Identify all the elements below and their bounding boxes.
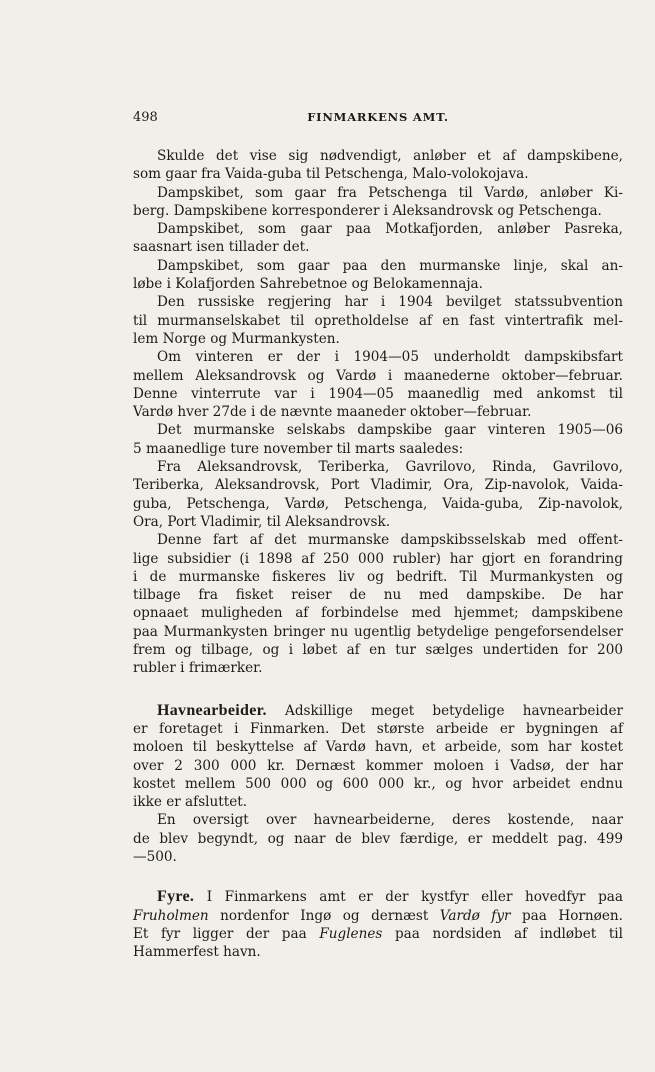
paragraph-vinterrute — [133, 348, 623, 421]
section-fyre — [133, 888, 623, 961]
text-line: lem Norge og Murmankysten. — [133, 330, 340, 347]
text-line: Vardø hver 27de i de nævnte maaneder oktober—februar. — [133, 404, 532, 421]
text-line — [133, 925, 623, 943]
place-name-vardo-fyr: Vardø fyr — [439, 907, 511, 924]
text-line: kostet mellem 500 000 og 600 000 kr., og hvor arbeidet endnu — [133, 775, 623, 792]
text-line: paa Murmankysten bringer nu ugentlig betydelige pengeforsendelser — [133, 623, 623, 640]
paragraph-motkafjorden — [133, 220, 623, 257]
section-heading-havnearbeider: Havnearbeider. — [157, 701, 267, 719]
text-line: Denne fart af det murmanske dampskibsselskab med offent- — [157, 532, 623, 549]
text-fragment: I Finmarkens amt er der kystfyr eller hovedfyr paa — [206, 889, 623, 906]
text-line: —500. — [133, 848, 177, 865]
text-line — [133, 888, 623, 906]
text-line: Fra Aleksandrovsk, Teriberka, Gavrilovo, Rinda, Gavrilovo, — [157, 459, 623, 476]
paragraph-petschenga-vardo — [133, 184, 623, 221]
text-line: Ora, Port Vladimir, til Aleksandrovsk. — [133, 513, 391, 530]
text-line: de blev begyndt, og naar de blev færdige, er meddelt pag. 499 — [133, 830, 623, 847]
paragraph-statssubvention — [133, 293, 623, 348]
text-fragment: paa nordsiden af indløbet til — [394, 925, 624, 942]
section-heading-fyre: Fyre. — [157, 888, 195, 906]
text-line — [133, 907, 623, 925]
text-line: Hammerfest havn. — [133, 944, 261, 961]
text-line: frem og tilbage, og i løbet af en tur sælges undertiden for 200 — [133, 642, 623, 659]
text-line: lige subsidier (i 1898 af 250 000 rubler) har gjort en forandring — [133, 550, 623, 567]
text-line: som gaar fra Vaida-guba til Petschenga, Malo-volokojava. — [133, 166, 529, 183]
paragraph-extra-stop — [133, 147, 623, 184]
text-line: til murmanselskabet til opretholdelse af en fast vintertrafik mel- — [133, 312, 623, 329]
text-line: Denne vinterrute var i 1904—05 maanedlig med ankomst til — [133, 385, 623, 402]
text-line: berg. Dampskibene korresponderer i Aleksandrovsk og Petschenga. — [133, 202, 602, 219]
paragraph-murmanske-linje — [133, 257, 623, 294]
text-line: over 2 300 000 kr. Dernæst kommer moloen i Vadsø, der har — [133, 757, 623, 774]
running-head: FINMARKENS AMT. — [307, 110, 449, 124]
text-line: rubler i frimærker. — [133, 660, 263, 677]
page-number: 498 — [133, 110, 158, 125]
paragraph-maanedlige-ture — [133, 421, 623, 458]
text-line: Skulde det vise sig nødvendigt, anløber et af dampskibene, — [157, 148, 623, 164]
text-line: i de murmanske fiskeres liv og bedrift. Til Murmankysten og — [133, 568, 623, 585]
text-line: Dampskibet, som gaar paa Motkafjorden, anløber Pasreka, — [157, 221, 623, 238]
text-line: opnaaet muligheden af forbindelse med hjemmet; dampskibene — [133, 605, 623, 622]
text-line: ikke er afsluttet. — [133, 794, 248, 811]
text-line: Teriberka, Aleksandrovsk, Port Vladimir, Ora, Zip-navolok, Vaida- — [133, 477, 623, 494]
section-spacer — [133, 678, 623, 702]
paragraph-subsidier — [133, 531, 623, 677]
place-name-fruholmen: Fruholmen — [133, 907, 209, 924]
text-fragment: nordenfor Ingø og dernæst — [220, 907, 429, 924]
text-line — [133, 702, 623, 720]
text-line: Det murmanske selskabs dampskibe gaar vinteren 1905—06 — [157, 422, 623, 439]
text-line: Dampskibet, som gaar paa den murmanske linje, skal an- — [157, 257, 623, 274]
text-line: En oversigt over havnearbeiderne, deres kostende, naar — [157, 812, 623, 829]
text-line: tilbage fra fisket reiser de nu med dampskibe. De har — [133, 587, 623, 604]
text-line: mellem Aleksandrovsk og Vardø i maanederne oktober—februar. — [133, 367, 623, 384]
text-line: er foretaget i Finmarken. Det største arbeide er bygningen af — [133, 720, 623, 737]
page-header — [133, 110, 623, 130]
text-line: Den russiske regjering har i 1904 bevilget statssubvention — [157, 294, 623, 311]
section-havnearbeider — [133, 702, 623, 867]
text-line: saasnart isen tillader det. — [133, 239, 310, 256]
text-line: løbe i Kolafjorden Sahrebetnoe og Belokamennaja. — [133, 276, 483, 293]
section-spacer — [133, 866, 623, 888]
text-fragment: paa Hornøen. — [521, 907, 623, 924]
text-line: Om vinteren er der i 1904—05 underholdt dampskibsfart — [157, 349, 623, 366]
text-fragment: Et fyr ligger der paa — [133, 925, 307, 942]
text-fragment: Adskillige meget betydelige havnearbeider — [285, 702, 623, 719]
place-name-fuglenes: Fuglenes — [319, 925, 383, 942]
paragraph-route-list — [133, 458, 623, 531]
text-line: Dampskibet, som gaar fra Petschenga til Vardø, anløber Ki- — [157, 184, 623, 201]
text-line: 5 maanedlige ture november til marts saaledes: — [133, 440, 464, 457]
text-line: moloen til beskyttelse af Vardø havn, et arbeide, som har kostet — [133, 739, 623, 756]
body-text — [133, 147, 623, 961]
text-line: guba, Petschenga, Vardø, Petschenga, Vaida-guba, Zip-navolok, — [133, 495, 623, 512]
